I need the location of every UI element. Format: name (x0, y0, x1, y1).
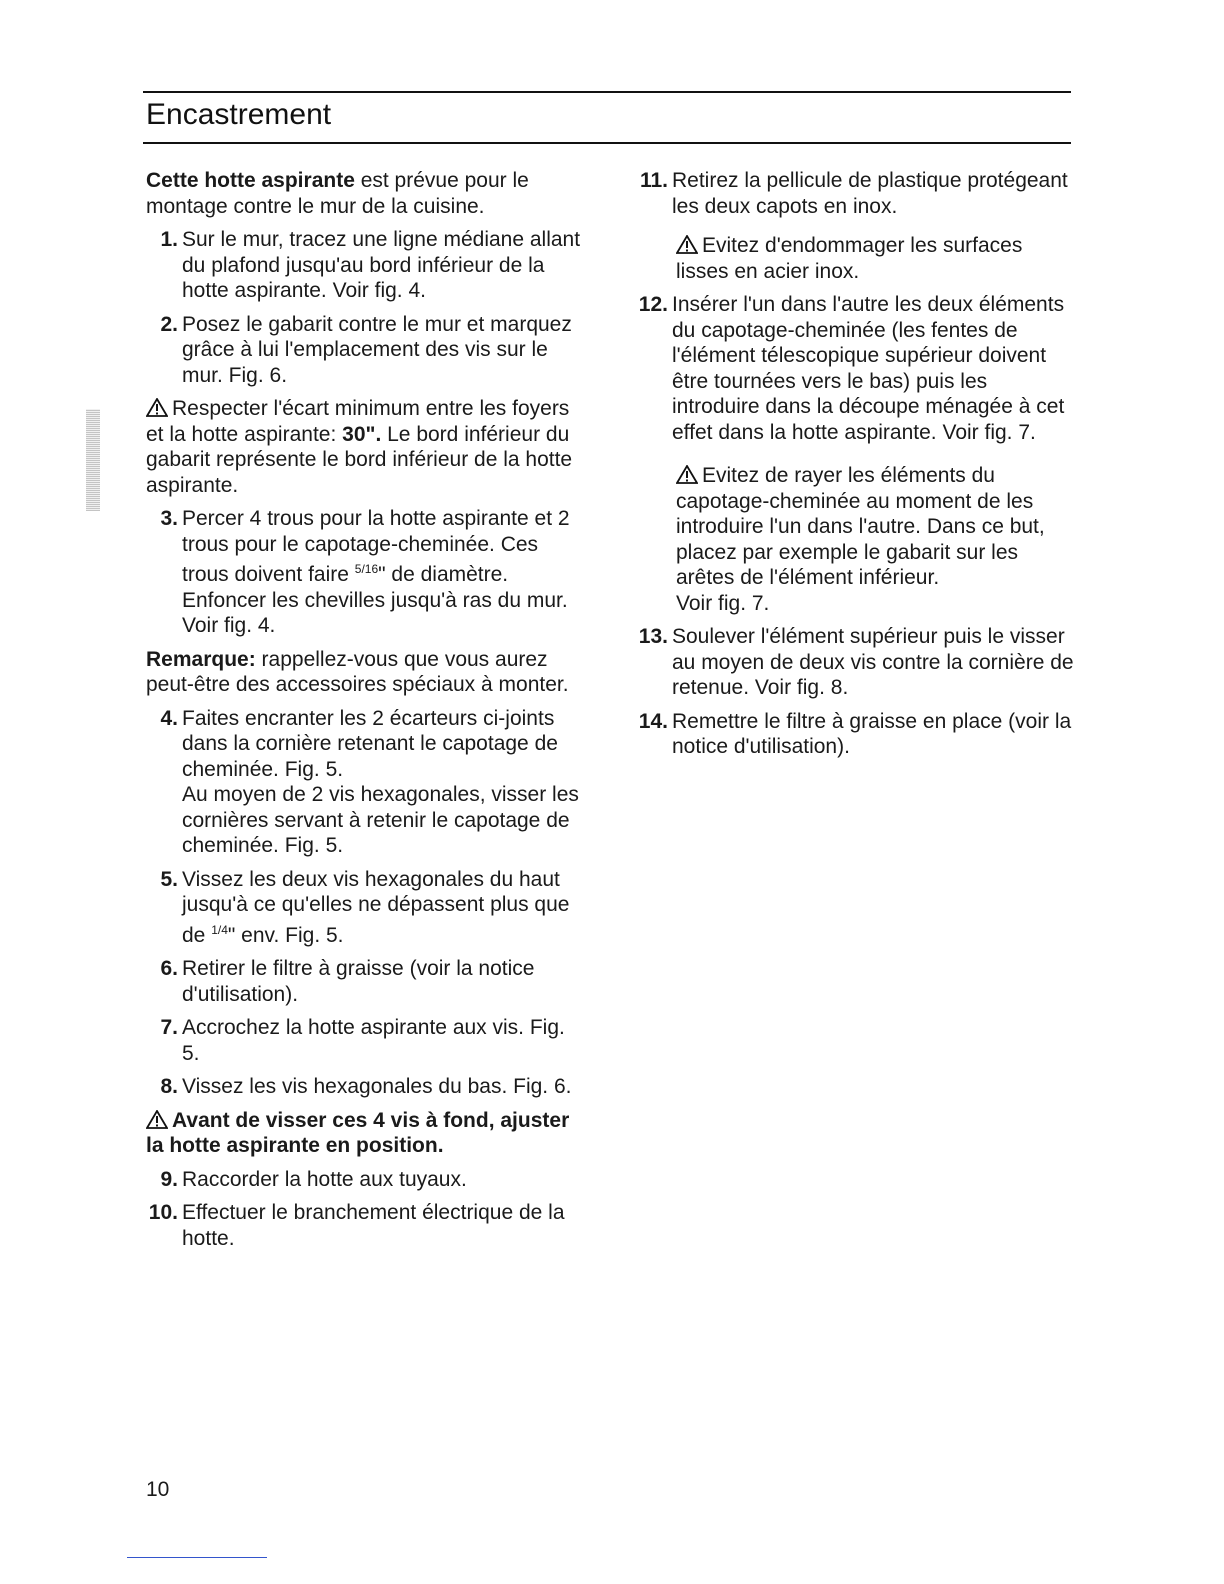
intro-text: est prévue pour le montage contre le mur de la cuisine. (146, 169, 529, 218)
step-number: 13. (638, 625, 668, 648)
header-bottom-rule (143, 142, 1071, 144)
step-2 (146, 312, 586, 389)
warning-triangle-icon (146, 1110, 168, 1129)
step-text: Retirer le filtre à graisse (voir la notice d'utilisation). (182, 957, 535, 1006)
step-text: Posez le gabarit contre le mur et marquez grâce à lui l'emplacement des vis sur le mur. Fig. 6. (182, 312, 572, 387)
step-text: Au moyen de 2 vis hexagonales, visser les cornières servant à retenir le capotage de cheminée. Fig. 5. (182, 783, 579, 857)
right-column (636, 168, 1076, 760)
page-number: 10 (146, 1478, 170, 1501)
step-11 (636, 168, 1076, 219)
step-text: Sur le mur, tracez une ligne médiane allant du plafond jusqu'au bord inférieur de la hotte aspirante. Voir fig. 4. (182, 228, 581, 302)
step-number: 8. (160, 1075, 178, 1098)
step-number: 2. (160, 312, 178, 336)
warning-fig-ref: Voir fig. 7. (676, 591, 770, 615)
step-7 (146, 1015, 586, 1066)
step-text: Raccorder la hotte aux tuyaux. (182, 1167, 467, 1191)
warning-text: Evitez de rayer les éléments du capotage-cheminée au moment de les introduire l'un dans l'autre. Dans ce but, placez par exemple le gabarit sur les arêtes de l'élément inférieur. (676, 464, 1045, 589)
step-6 (146, 956, 586, 1007)
warning-inox (636, 233, 1076, 284)
remark-label: Remarque: (146, 647, 256, 671)
step-number: 4. (160, 706, 178, 730)
step-text: Retirez la pellicule de plastique protégeant les deux capots en inox. (672, 169, 1068, 218)
remark-text: rappellez-vous que vous aurez peut-être des accessoires spéciaux à monter. (146, 647, 569, 696)
step-14 (636, 709, 1076, 760)
step-text: Insérer l'un dans l'autre les deux éléments du capotage-cheminée (les fentes de l'élément télescopique supérieur doivent être tournées vers le bas) puis les introduire dans la découpe ménagée à cet effet dans la hotte aspirante. Voir fig. 7. (672, 293, 1065, 444)
step-text: Vissez les vis hexagonales du bas. Fig. 6. (182, 1075, 572, 1098)
step-text: Percer 4 trous pour la hotte aspirante et 2 trous pour le capotage-cheminée. Ces trous doivent faire (182, 507, 570, 586)
step-number: 11. (639, 169, 668, 192)
step-text: Vissez les deux vis hexagonales du haut jusqu'à ce qu'elles ne dépassent plus que de (182, 867, 570, 947)
warning-text: Le bord inférieur du gabarit représente le bord inférieur de la hotte aspirante. (146, 422, 573, 497)
intro-paragraph (146, 168, 586, 219)
section-tab-marker (86, 409, 100, 511)
step-5 (146, 867, 586, 949)
step-number: 12. (638, 293, 668, 316)
step-text: Accrochez la hotte aspirante aux vis. Fig. 5. (182, 1016, 565, 1065)
header-top-rule (143, 91, 1071, 93)
page-title: Encastrement (146, 98, 332, 131)
step-number: 14. (638, 709, 668, 733)
intro-bold: Cette hotte aspirante (146, 169, 355, 192)
warning-text: Evitez d'endommager les surfaces lisses en acier inox. (676, 234, 1023, 283)
warning-text: Respecter l'écart minimum entre les foyers et la hotte aspirante: (146, 397, 570, 446)
step-number: 1. (160, 228, 178, 251)
warning-bold: 30". (342, 422, 382, 446)
step-13 (636, 624, 1076, 701)
step-text: Soulever l'élément supérieur puis le visser au moyen de deux vis contre la cornière de retenue. Voir fig. 8. (672, 625, 1074, 699)
scan-edge-line (127, 1557, 267, 1558)
step-number: 3. (160, 507, 178, 530)
step-text: Faites encranter les 2 écarteurs ci-joints dans la cornière retenant le capotage de cheminée. Fig. 5. (182, 706, 558, 781)
warning-text: Avant de visser ces 4 vis à fond, ajuster la hotte aspirante en position. (146, 1108, 570, 1157)
warning-tighten (146, 1108, 586, 1159)
step-10 (146, 1200, 586, 1251)
step-3 (146, 506, 586, 639)
step-4 (146, 706, 586, 859)
step-number: 6. (160, 957, 178, 980)
fraction: 5/16 (354, 562, 379, 576)
step-text: " env. Fig. 5. (227, 923, 344, 947)
step-text: Remettre le filtre à graisse en place (voir la notice d'utilisation). (672, 709, 1072, 758)
remark (146, 647, 586, 698)
step-number: 10. (148, 1201, 178, 1224)
step-number: 7. (160, 1016, 178, 1039)
warning-scratch (636, 463, 1076, 616)
step-text: " de diamètre. Enfoncer les chevilles jusqu'à ras du mur. Voir fig. 4. (182, 563, 568, 637)
step-12 (636, 292, 1076, 445)
left-column (146, 168, 586, 1251)
step-1 (146, 227, 586, 304)
step-text: Effectuer le branchement électrique de la hotte. (182, 1201, 565, 1250)
warning-triangle-icon (676, 465, 698, 484)
step-number: 5. (160, 867, 178, 891)
warning-triangle-icon (676, 235, 698, 254)
step-8 (146, 1074, 586, 1100)
fraction: 1/4 (211, 922, 228, 937)
warning-triangle-icon (146, 398, 168, 417)
warning-clearance (146, 396, 586, 498)
step-9 (146, 1167, 586, 1193)
step-number: 9. (160, 1167, 178, 1191)
